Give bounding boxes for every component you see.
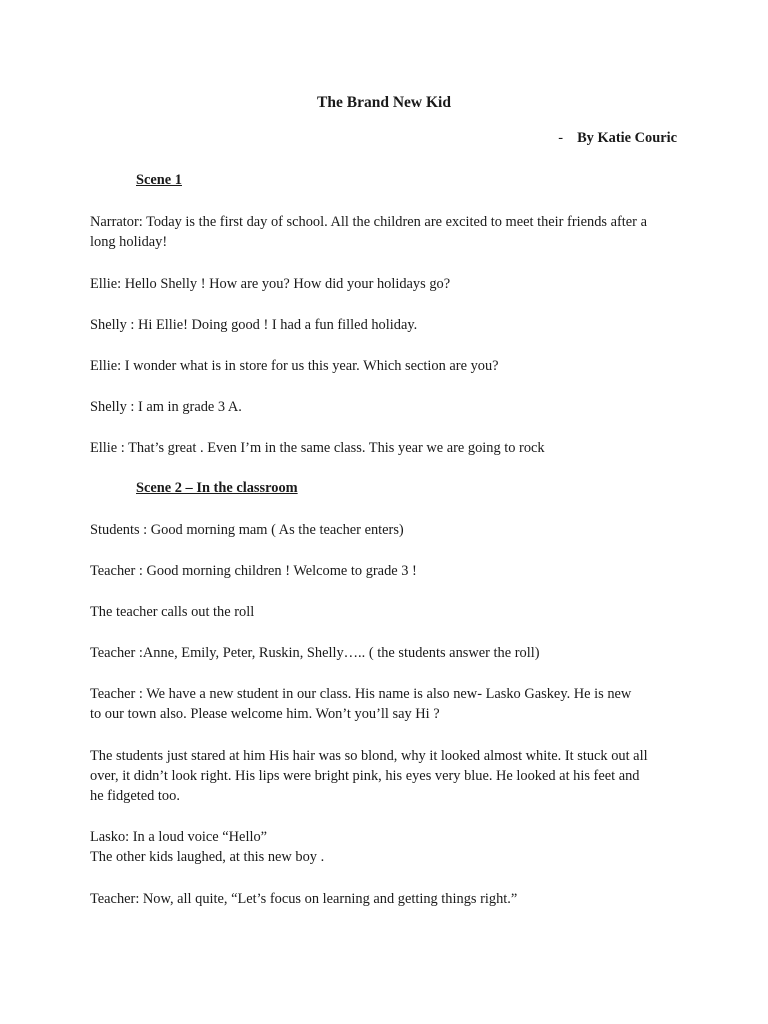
byline-author: By Katie Couric (577, 130, 677, 146)
byline (558, 130, 677, 147)
document-title: The Brand New Kid (317, 94, 451, 111)
text-line: Narrator: Today is the first day of school. All the children are excited to meet their friends after a (90, 214, 647, 230)
text-line: Ellie: I wonder what is in store for us this year. Which section are you? (90, 358, 499, 374)
paragraph-dialogue (90, 274, 686, 294)
text-line: Lasko: In a loud voice “Hello” (90, 829, 268, 845)
text-line: to our town also. Please welcome him. Won’t you’ll say Hi ? (90, 706, 440, 722)
text-line: Teacher : We have a new student in our class. His name is also new- Lasko Gaskey. He is new (90, 686, 632, 702)
paragraph-dialogue (90, 643, 686, 663)
text-line: over, it didn’t look right. His lips were bright pink, his eyes very blue. He looked at his feet and (90, 768, 640, 784)
text-line: The teacher calls out the roll (90, 604, 255, 620)
text-line: he fidgeted too. (90, 788, 180, 804)
scene-1-heading: Scene 1 (136, 172, 182, 188)
paragraph-dialogue (90, 684, 686, 724)
paragraph-dialogue (90, 438, 686, 458)
text-line: Shelly : I am in grade 3 A. (90, 399, 242, 415)
paragraph-dialogue (90, 356, 686, 376)
text-line: The students just stared at him His hair was so blond, why it looked almost white. It stuck out all (90, 748, 648, 764)
text-line: Teacher : Good morning children ! Welcome to grade 3 ! (90, 563, 417, 579)
text-line: long holiday! (90, 234, 168, 250)
text-line: Teacher :Anne, Emily, Peter, Ruskin, Shelly….. ( the students answer the roll) (90, 645, 540, 661)
paragraph-dialogue (90, 520, 686, 540)
text-line: Ellie : That’s great . Even I’m in the same class. This year we are going to rock (90, 440, 545, 456)
paragraph-dialogue (90, 561, 686, 581)
paragraph-dialogue (90, 827, 686, 867)
text-line: The other kids laughed, at this new boy . (90, 849, 325, 865)
byline-dash: - (558, 130, 564, 146)
paragraph-narrator (90, 212, 686, 252)
paragraph-dialogue (90, 315, 686, 335)
scene-2-heading: Scene 2 – In the classroom (136, 480, 298, 496)
text-line: Shelly : Hi Ellie! Doing good ! I had a fun filled holiday. (90, 317, 418, 333)
text-line: Teacher: Now, all quite, “Let’s focus on learning and getting things right.” (90, 891, 518, 907)
paragraph-narration (90, 746, 686, 806)
paragraph-narration (90, 602, 686, 622)
text-line: Ellie: Hello Shelly ! How are you? How did your holidays go? (90, 276, 451, 292)
paragraph-dialogue (90, 397, 686, 417)
text-line: Students : Good morning mam ( As the teacher enters) (90, 522, 404, 538)
paragraph-dialogue (90, 889, 686, 909)
